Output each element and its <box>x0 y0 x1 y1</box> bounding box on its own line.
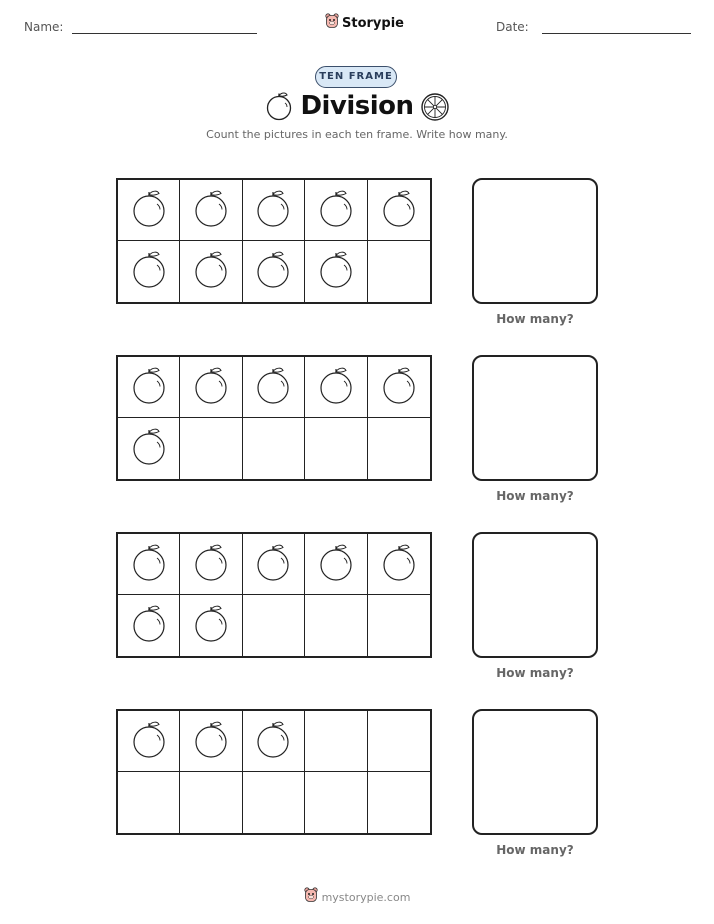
how-many-label: How many? <box>496 666 574 680</box>
ten-frame-cell <box>368 418 430 479</box>
ten-frame-cell <box>118 418 180 479</box>
name-label: Name: <box>24 20 64 34</box>
ten-frame-cell <box>305 357 367 418</box>
orange-icon <box>318 365 354 410</box>
ten-frame-cell <box>180 595 242 656</box>
orange-icon <box>318 249 354 294</box>
ten-frame-cell <box>368 357 430 418</box>
ten-frame-cell <box>243 711 305 772</box>
name-line[interactable] <box>72 33 257 34</box>
ten-frame-cell <box>243 241 305 302</box>
footer-url: mystorypie.com <box>321 891 411 904</box>
ten-frame-cell <box>180 357 242 418</box>
ten-frame-cell <box>243 418 305 479</box>
ten-frame-cell <box>118 534 180 595</box>
ten-frame-cell <box>305 241 367 302</box>
orange-icon <box>131 249 167 294</box>
date-line[interactable] <box>542 33 691 34</box>
footer <box>0 887 714 908</box>
brand-name: Storypie <box>342 16 404 31</box>
ten-frame-cell <box>118 357 180 418</box>
ten-frame <box>116 355 432 481</box>
ten-frame-cell <box>305 595 367 656</box>
orange-icon <box>131 426 167 471</box>
orange-icon <box>193 249 229 294</box>
how-many-label: How many? <box>496 489 574 503</box>
ten-frame-cell <box>243 772 305 833</box>
bear-logo-icon <box>304 887 318 908</box>
ten-frame <box>116 532 432 658</box>
ten-frame-cell <box>180 241 242 302</box>
ten-frame-cell <box>118 180 180 241</box>
page-title: Division <box>300 91 414 121</box>
answer-box[interactable] <box>472 178 598 304</box>
date-label: Date: <box>496 20 529 34</box>
ten-frame-cell <box>180 711 242 772</box>
ten-frame-cell <box>305 534 367 595</box>
ten-frame-cell <box>368 241 430 302</box>
ten-frame-cell <box>180 534 242 595</box>
ten-frame-cell <box>368 180 430 241</box>
ten-frame-cell <box>305 418 367 479</box>
ten-frame-cell <box>368 534 430 595</box>
ten-frame-cell <box>305 711 367 772</box>
ten-frame <box>116 709 432 835</box>
ten-frame-cell <box>305 772 367 833</box>
orange-icon <box>381 188 417 233</box>
ten-frame-cell <box>118 772 180 833</box>
ten-frame-badge: TEN FRAME <box>315 66 397 88</box>
instructions: Count the pictures in each ten frame. Write how many. <box>206 128 508 141</box>
ten-frame-cell <box>180 772 242 833</box>
orange-icon <box>255 719 291 764</box>
orange-icon <box>318 542 354 587</box>
orange-icon <box>131 188 167 233</box>
orange-icon <box>193 719 229 764</box>
ten-frame-cell <box>368 595 430 656</box>
ten-frame-cell <box>118 241 180 302</box>
ten-frame-cell <box>243 595 305 656</box>
orange-icon <box>131 542 167 587</box>
ten-frame-cell <box>118 711 180 772</box>
orange-icon <box>255 249 291 294</box>
ten-frame-cell <box>180 418 242 479</box>
orange-icon <box>131 719 167 764</box>
brand-logo <box>325 13 404 34</box>
ten-frame-cell <box>180 180 242 241</box>
orange-icon <box>193 603 229 648</box>
bear-logo-icon <box>325 13 339 34</box>
orange-icon <box>193 188 229 233</box>
ten-frame-cell <box>243 180 305 241</box>
ten-frame-cell <box>118 595 180 656</box>
answer-box[interactable] <box>472 709 598 835</box>
orange-icon <box>193 365 229 410</box>
ten-frame-cell <box>368 772 430 833</box>
ten-frame-cell <box>368 711 430 772</box>
orange-slice-icon <box>420 92 450 127</box>
orange-icon <box>381 365 417 410</box>
how-many-label: How many? <box>496 312 574 326</box>
ten-frame-cell <box>243 357 305 418</box>
how-many-label: How many? <box>496 843 574 857</box>
orange-icon <box>265 91 293 126</box>
ten-frame-cell <box>305 180 367 241</box>
orange-icon <box>381 542 417 587</box>
orange-icon <box>255 188 291 233</box>
orange-icon <box>131 603 167 648</box>
answer-box[interactable] <box>472 532 598 658</box>
orange-icon <box>255 542 291 587</box>
answer-box[interactable] <box>472 355 598 481</box>
orange-icon <box>131 365 167 410</box>
ten-frame-cell <box>243 534 305 595</box>
orange-icon <box>193 542 229 587</box>
orange-icon <box>318 188 354 233</box>
orange-icon <box>255 365 291 410</box>
ten-frame <box>116 178 432 304</box>
